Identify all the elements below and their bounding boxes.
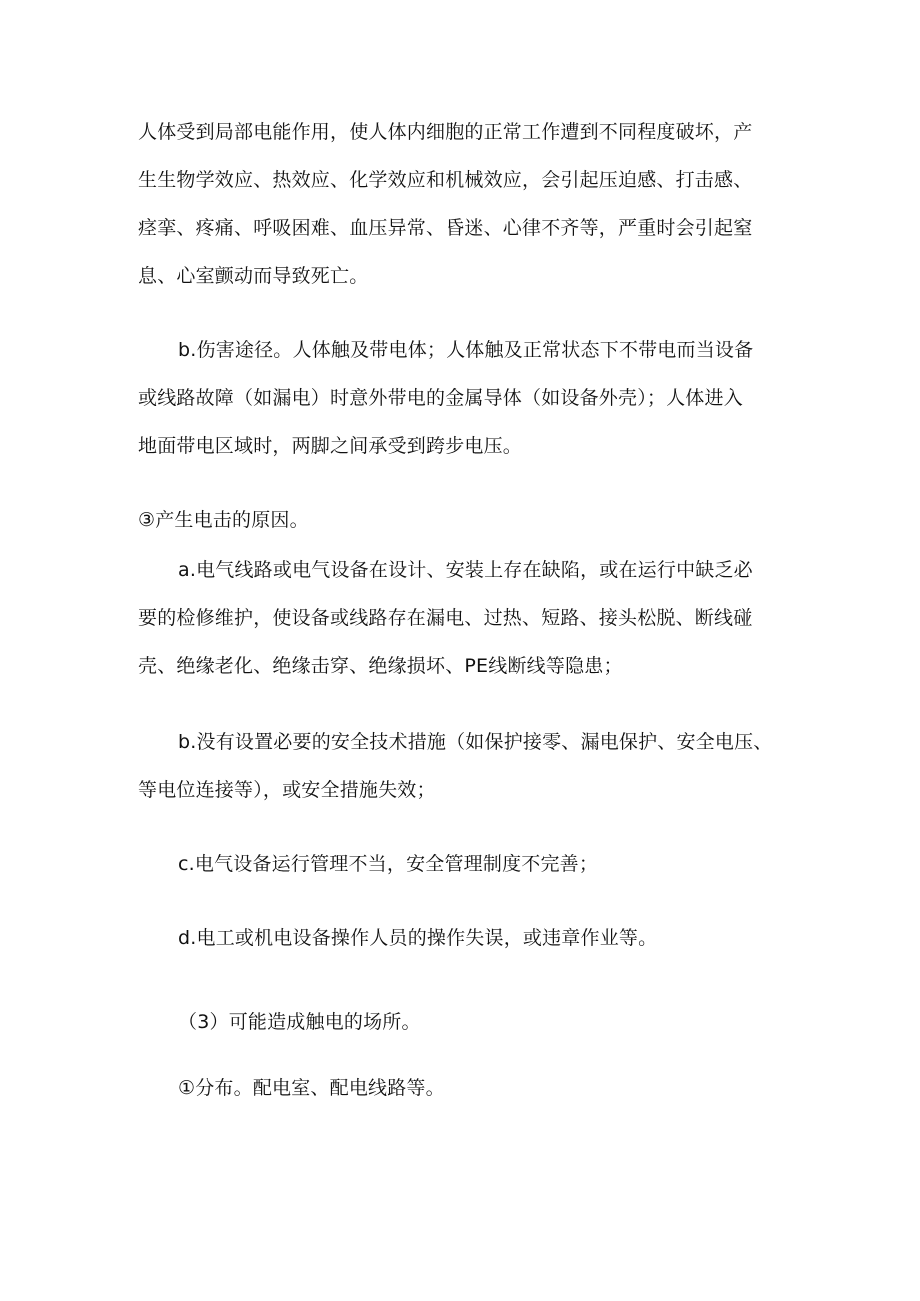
paragraph-1-line-4: 息、心室颤动而导致死亡。	[138, 265, 369, 287]
section-heading-electric-shock-causes: ③产生电击的原因。	[138, 509, 309, 531]
paragraph-5-line-1: c.电气设备运行管理不当，安全管理制度不完善；	[178, 853, 599, 875]
paragraph-2-line-2: 或线路故障（如漏电）时意外带电的金属导体（如设备外壳）；人体进入	[138, 387, 743, 409]
paragraph-3-line-2: 要的检修维护，使设备或线路存在漏电、过热、短路、接头松脱、断线碰	[138, 607, 753, 629]
section-heading-possible-electrocution-sites: （3）可能造成触电的场所。	[178, 1011, 421, 1033]
paragraph-2-line-3: 地面带电区域时，两脚之间承受到跨步电压。	[138, 435, 523, 457]
paragraph-4-line-1: b.没有设置必要的安全技术措施（如保护接零、漏电保护、安全电压、	[178, 731, 773, 753]
paragraph-4-line-2: 等电位连接等），或安全措施失效；	[138, 779, 436, 801]
paragraph-1-line-3: 痉挛、疼痛、呼吸困难、血压异常、昏迷、心律不齐等，严重时会引起窒	[138, 217, 753, 239]
paragraph-2-line-1: b.伤害途径。人体触及带电体；人体触及正常状态下不带电而当设备	[178, 339, 754, 361]
paragraph-1-line-1: 人体受到局部电能作用，使人体内细胞的正常工作遭到不同程度破坏，产	[138, 121, 753, 143]
distribution-line: ①分布。配电室、配电线路等。	[178, 1077, 445, 1099]
paragraph-3-line-3: 壳、绝缘老化、绝缘击穿、绝缘损坏、PE线断线等隐患；	[138, 655, 623, 677]
paragraph-3-line-1: a.电气线路或电气设备在设计、安装上存在缺陷，或在运行中缺乏必	[178, 559, 753, 581]
paragraph-6-line-1: d.电工或机电设备操作人员的操作失误，或违章作业等。	[178, 927, 658, 949]
paragraph-1-line-2: 生生物学效应、热效应、化学效应和机械效应，会引起压迫感、打击感、	[138, 169, 753, 191]
